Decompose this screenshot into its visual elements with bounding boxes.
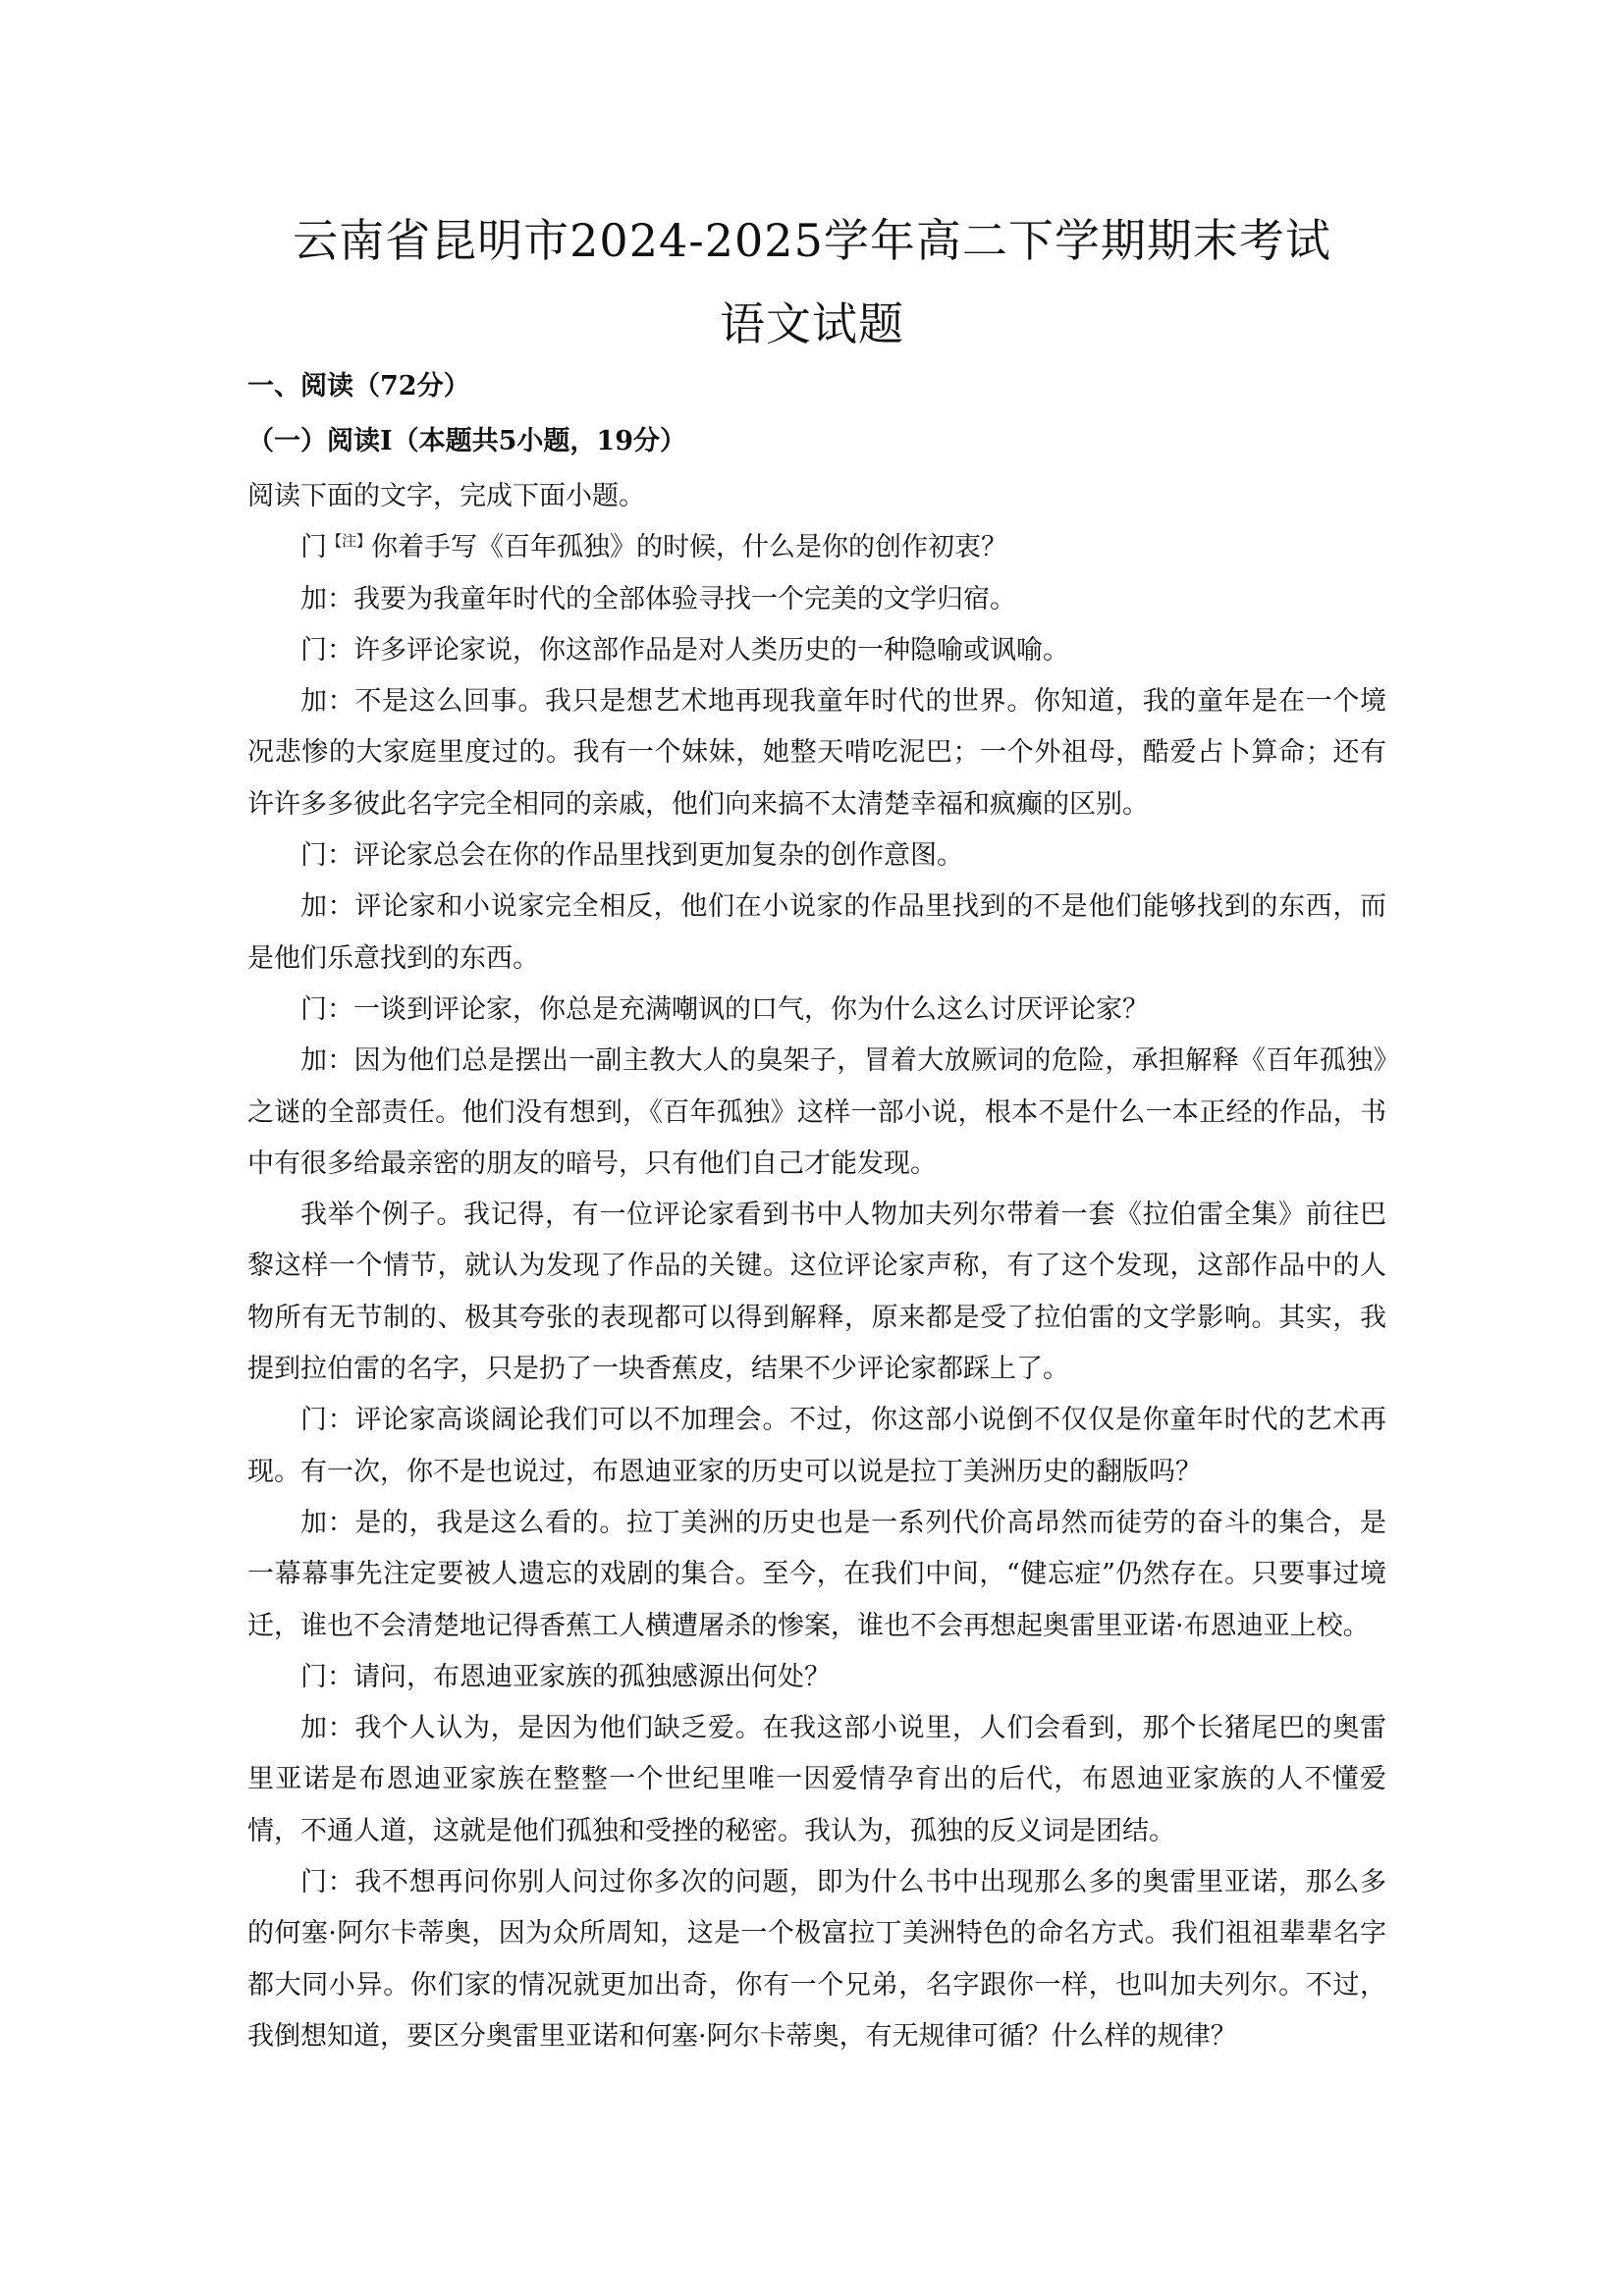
passage-paragraph: 加：我个人认为，是因为他们缺乏爱。在我这部小说里，人们会看到，那个长猪尾巴的奥雷里亚诺是布恩迪亚家族在整整一个世纪里唯一因爱情孕育出的后代，布恩迪亚家族的人不懂爱情，不通人道，这就是他们孤独和受挫的秘密。我认为，孤独的反义词是团结。 [247,1713,1386,1846]
instruction-text: 阅读下面的文字，完成下面小题。 [247,481,645,511]
exam-title: 云南省昆明市2024-2025学年高二下学期期末考试 [293,214,1331,267]
passage-paragraph: 加：因为他们总是摆出一副主教大人的臭架子，冒着大放厥词的危险，承担解释《百年孤独》之谜的全部责任。他们没有想到，《百年孤独》这样一部小说，根本不是什么一本正经的作品，书中有很多给最亲密的朋友的暗号，只有他们自己才能发现。 [247,1045,1386,1179]
passage-paragraph: 门：我不想再问你别人问过你多次的问题，即为什么书中出现那么多的奥雷里亚诺，那么多的何塞·阿尔卡蒂奥，因为众所周知，这是一个极富拉丁美洲特色的命名方式。我们祖祖辈辈名字都大同小异。你们家的情况就更加出奇，你有一个兄弟，名字跟你一样，也叫加夫列尔。不过，我倒想知道，要区分奥雷里亚诺和何塞·阿尔卡蒂奥，有无规律可循？什么样的规律？ [247,1867,1386,2052]
passage-paragraph [247,522,1386,573]
passage-paragraph: 门：评论家高谈阔论我们可以不加理会。不过，你这部小说倒不仅仅是你童年时代的艺术再现。有一次，你不是也说过，布恩迪亚家的历史可以说是拉丁美洲历史的翻版吗？ [247,1405,1386,1487]
passage-paragraph: 加：评论家和小说家完全相反，他们在小说家的作品里找到的不是他们能够找到的东西，而是他们乐意找到的东西。 [247,891,1386,974]
speaker-label: 门 [300,532,327,563]
footnote-marker: 【注】 [327,532,372,551]
reading-passage [247,471,1386,2062]
question-text: 你着手写《百年孤独》的时候，什么是你的创作初衷？ [371,532,1008,563]
passage-paragraph: 加：不是这么回事。我只是想艺术地再现我童年时代的世界。你知道，我的童年是在一个境况悲惨的大家庭里度过的。我有一个妹妹，她整天啃吃泥巴；一个外祖母，酷爱占卜算命；还有许许多多彼此名字完全相同的亲戚，他们向来搞不太清楚幸福和疯癫的区别。 [247,686,1386,820]
passage-paragraph: 门：一谈到评论家，你总是充满嘲讽的口气，你为什么这么讨厌评论家？ [300,993,1149,1025]
passage-paragraph: 加：我要为我童年时代的全部体验寻找一个完美的文学归宿。 [300,583,1016,614]
passage-paragraph: 门：许多评论家说，你这部作品是对人类历史的一种隐喻或讽喻。 [300,634,1069,666]
passage-paragraph: 门：请问，布恩迪亚家族的孤独感源出何处？ [300,1661,831,1692]
exam-subtitle: 语文试题 [720,297,904,350]
section-heading: 一、阅读（72分） [247,371,470,401]
passage-paragraph: 加：是的，我是这么看的。拉丁美洲的历史也是一系列代价高昂然而徒劳的奋斗的集合，是一幕幕事先注定要被人遗忘的戏剧的集合。至今，在我们中间，“健忘症”仍然存在。只要事过境迁，谁也不会清楚地记得香蕉工人横遭屠杀的惨案，谁也不会再想起奥雷里亚诺·布恩迪亚上校。 [247,1507,1386,1641]
subsection-heading: （一）阅读Ⅰ（本题共5小题，19分） [247,426,686,456]
passage-paragraph: 我举个例子。我记得，有一位评论家看到书中人物加夫列尔带着一套《拉伯雷全集》前往巴黎这样一个情节，就认为发现了作品的关键。这位评论家声称，有了这个发现，这部作品中的人物所有无节制的、极其夸张的表现都可以得到解释，原来都是受了拉伯雷的文学影响。其实，我提到拉伯雷的名字，只是扔了一块香蕉皮，结果不少评论家都踩上了。 [247,1200,1386,1385]
passage-paragraph: 门：评论家总会在你的作品里找到更加复杂的创作意图。 [300,840,963,872]
